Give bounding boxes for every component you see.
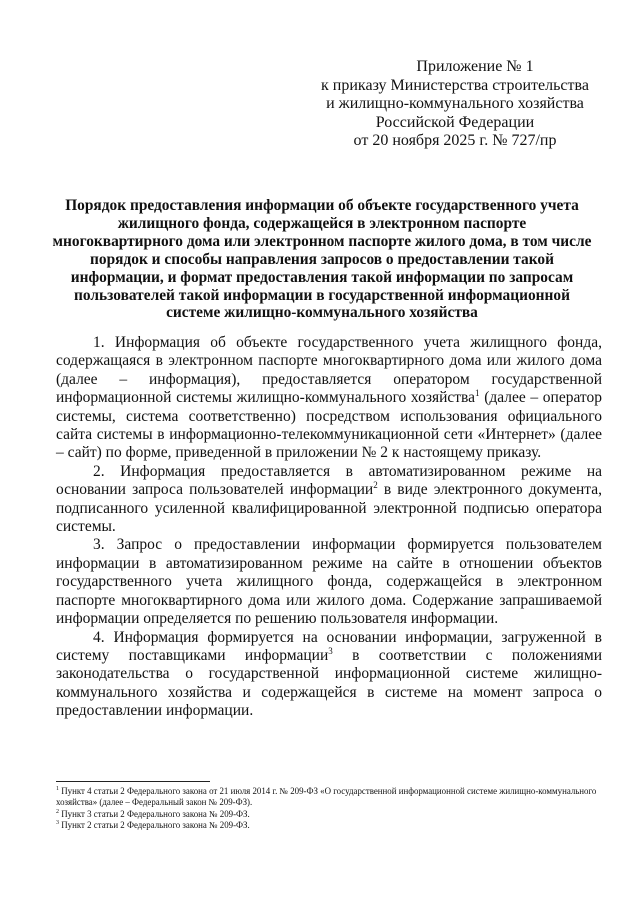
paragraph-2 <box>56 463 602 537</box>
paragraph-3: 3. Запрос о предоставлении информации формируется пользователем информации в автоматизированном режиме на сайте в отношении объектов государственного учета жилищного фонда, содержащейся в электронном паспорте многоквартирного дома или жилого дома. Содержание запрашиваемой информации определяется по решению пользователя информации. <box>56 536 602 628</box>
document-title: Порядок предоставления информации об объекте государственного учета жилищного фонда, содержащейся в электронном паспорте многоквартирного дома или электронном паспорте жилого дома, в том числе порядок и способы направления запросов о предоставлении такой информации, и формат предоставления такой информации по запросам пользователей такой информации в государственной информационной системе жилищно-коммунального хозяйства <box>52 197 592 322</box>
appendix-ministry-line: и жилищно-коммунального хозяйства <box>326 95 584 113</box>
paragraph-1-text-start: 1. Информация об объекте государственного учета жилищного фонда, содержащаяся в электронном паспорте многоквартирного дома или жилого дома (далее – информация), предоставляется оператором государственной информационной системы жилищно-коммунального хозяйства <box>56 334 602 407</box>
footnote-separator <box>56 781 210 782</box>
footnote-ref-1: 1 <box>475 388 480 399</box>
footnote-ref-2: 2 <box>373 480 378 491</box>
appendix-number: Приложение № 1 <box>416 58 534 75</box>
footnote-2 <box>56 809 602 820</box>
paragraph-1-text-end: (далее – оператор системы, система соответственно) посредством использования официального сайта системы в информационно-телекоммуникационной сети «Интернет» (далее – сайт) по форме, приведенной в приложении № 2 к настоящему приказу. <box>56 389 602 462</box>
paragraph-1 <box>56 334 602 463</box>
paragraph-4-text-start: 4. Информация формируется на основании информации, загруженной в систему поставщиками информации <box>56 628 602 664</box>
footnotes <box>56 786 602 832</box>
appendix-header <box>300 58 610 151</box>
paragraph-4 <box>56 629 602 721</box>
paragraph-2-text-start: 2. Информация предоставляется в автоматизированном режиме на основании запроса пользователей информации <box>56 462 602 499</box>
footnote-mark-3: 3 <box>56 820 59 827</box>
footnote-3 <box>56 820 602 831</box>
footnote-ref-3: 3 <box>328 645 333 656</box>
paragraph-2-text-end: в виде электронного документа, подписанного усиленной квалифицированной электронной подписью оператора системы. <box>56 481 602 536</box>
paragraph-4-text-end: в соответствии с положениями законодательства о государственной информационной системе жилищно-коммунального хозяйства и содержащейся в системе на момент запроса о предоставлении информации. <box>56 646 602 720</box>
footnote-1 <box>56 786 602 809</box>
footnote-mark-2: 2 <box>56 808 59 815</box>
footnote-text-1: Пункт 4 статьи 2 Федерального закона от 21 июля 2014 г. № 209-ФЗ «О государственной информационной системе жилищно-коммунального хозяйства» (далее – Федеральный закон № 209-ФЗ). <box>56 786 597 808</box>
appendix-date-line: от 20 ноября 2025 г. № 727/пр <box>353 132 557 150</box>
document-body <box>56 334 602 721</box>
footnote-text-2: Пункт 3 статьи 2 Федерального закона № 209-ФЗ. <box>59 808 250 819</box>
footnote-mark-1: 1 <box>56 786 59 792</box>
appendix-country-line: Российской Федерации <box>375 113 535 131</box>
footnote-text-3: Пункт 2 статьи 2 Федерального закона № 209-ФЗ. <box>59 820 250 831</box>
appendix-order-line: к приказу Министерства строительства <box>321 76 589 94</box>
